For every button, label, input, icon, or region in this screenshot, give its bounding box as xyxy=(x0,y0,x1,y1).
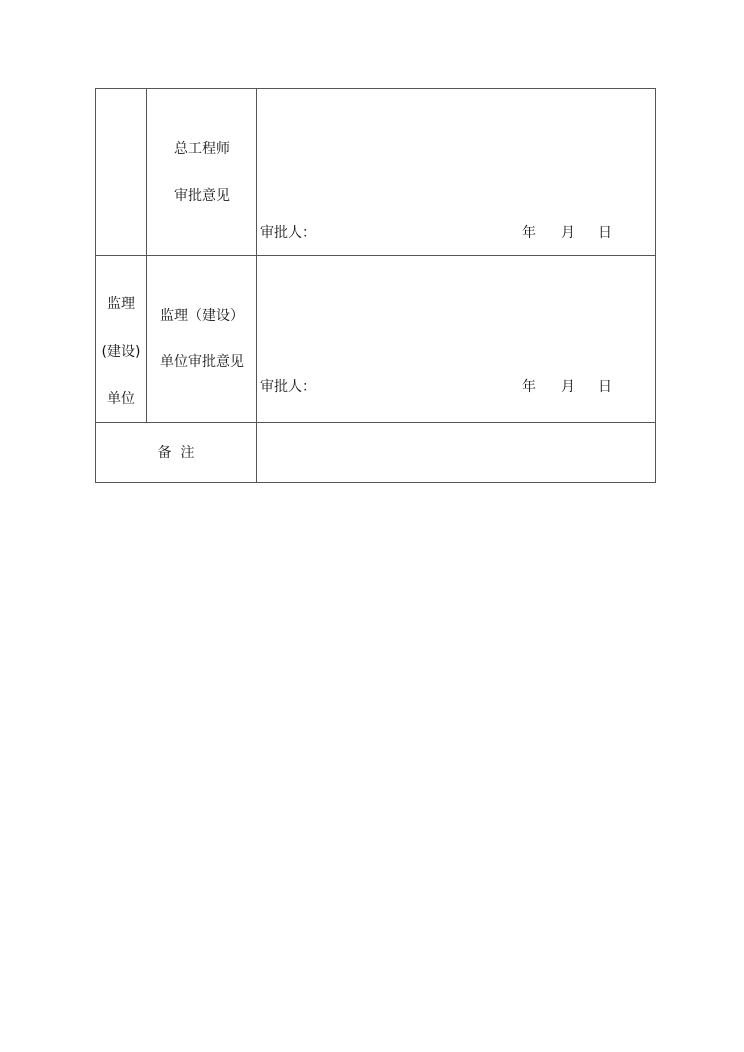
row-divider-1 xyxy=(95,255,656,256)
supervision-opinion-label-line2: 单位审批意见 xyxy=(160,354,244,370)
table-border-left xyxy=(95,88,96,483)
date-year-label: 年 xyxy=(522,225,536,241)
remarks-label: 备 注 xyxy=(157,445,195,461)
date-month-label: 月 xyxy=(561,225,575,241)
supervision-unit-label-line1: 监理 xyxy=(107,296,135,312)
date-month-label: 月 xyxy=(561,379,575,395)
supervision-unit-label-line3: 单位 xyxy=(107,391,135,407)
date-day-label: 日 xyxy=(598,225,612,241)
chief-engineer-label-line2: 审批意见 xyxy=(174,188,230,204)
chief-engineer-label-line1: 总工程师 xyxy=(174,141,230,157)
row-divider-2 xyxy=(95,422,656,423)
approver-label: 审批人： xyxy=(260,225,316,241)
table-border-bottom xyxy=(95,482,656,483)
supervision-opinion-label-line1: 监理（建设） xyxy=(160,308,244,324)
approval-form-table xyxy=(95,88,656,483)
column-divider-outer xyxy=(146,88,147,422)
date-year-label: 年 xyxy=(522,379,536,395)
table-border-top xyxy=(95,88,656,89)
supervision-unit-label-line2: (建设) xyxy=(101,344,141,360)
date-day-label: 日 xyxy=(598,379,612,395)
approver-label: 审批人： xyxy=(260,379,316,395)
table-border-right xyxy=(655,88,656,483)
